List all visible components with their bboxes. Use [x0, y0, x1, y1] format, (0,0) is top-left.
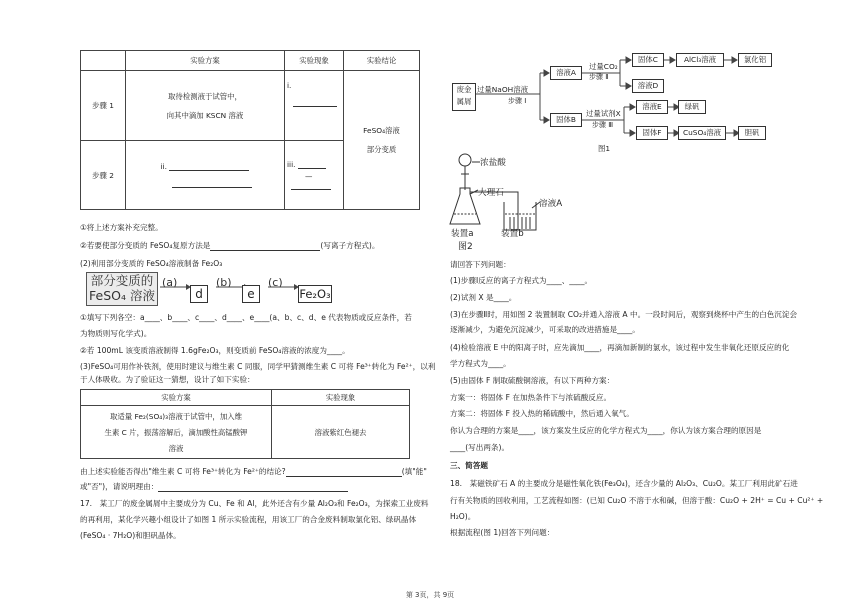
step2-scheme-blank-2[interactable] [172, 179, 252, 188]
fig1-cuso4: CuSO₄溶液 [678, 126, 726, 140]
experiment-table-1 [80, 50, 420, 210]
col-header-phenomenon: 实验现象 [285, 51, 344, 71]
fig1-step3: 步骤 Ⅲ [592, 121, 614, 129]
t2-header-phenomenon: 实验现象 [272, 390, 410, 406]
step1-phenomenon: i. [285, 71, 344, 141]
experiment-table-2 [80, 389, 410, 459]
right-q2: (2)试剂 X 是____。 [450, 293, 517, 302]
fig1-reagentX: 过量试剂X [586, 109, 621, 118]
fig2-device-a: 装置a [451, 229, 474, 239]
col-header-conclusion: 实验结论 [344, 51, 420, 71]
right-q7: ____(写出两条)。 [450, 443, 510, 452]
f2-text: 为物质则写化学式)。 [80, 329, 152, 338]
page-footer: 第 3页，共 9页 [405, 591, 455, 599]
fig1-caption: 图1 [598, 144, 611, 153]
flow-label-a: (a) [162, 276, 178, 289]
q1-text: ①将上述方案补充完整。 [80, 223, 163, 232]
fig2-solA: 溶液A [539, 199, 563, 209]
step1-label: 步骤 1 [81, 71, 126, 141]
step1-phen-blank[interactable] [293, 98, 337, 107]
fig1-solA: 溶液A [550, 66, 582, 80]
right-q4b: 学方程式为____。 [450, 359, 511, 368]
fig1-alcl3: AlCl₃溶液 [676, 53, 724, 67]
c2-text: 或"否")，请说明理由： [80, 482, 348, 492]
t2-phenomenon-cell: 溶液紫红色褪去 [272, 406, 410, 459]
fig1-solidC: 固体C [632, 53, 664, 67]
fig1-product2: 绿矾 [678, 100, 706, 114]
t2-scheme-cell: 取适量 Fe₂(SO₄)₃溶液于试管中，加入维 生素 C 片，振荡溶解后，滴加酸性高锰酸钾 溶液 [81, 406, 272, 459]
col-header-scheme: 实验方案 [126, 51, 285, 71]
q17a-text: 17. 某工厂的废金属屑中主要成分为 Cu、Fe 和 Al，此外还含有少量 Al₂O₃和 Fe₂O₃，为探索工业废料 [80, 499, 429, 508]
conclusion-cell: FeSO₄溶液 部分变质 [344, 71, 420, 210]
fig1-start-box: 废金 属屑 [452, 83, 476, 111]
q18c-text: H₂O)。 [450, 512, 476, 521]
fig2-acid: 浓盐酸 [480, 158, 506, 168]
step2-phenomenon: iii. — [285, 141, 344, 210]
q17b-text: 的再利用，某化学兴趣小组设计了如图 1 所示实验流程，用该工厂的合金废料制取氯化铝、绿矾晶体 [80, 515, 417, 524]
p2-text: (2)利用部分变质的 FeSO₄溶液制备 Fe₂O₃ [80, 259, 223, 268]
flow-label-c: (c) [268, 276, 283, 289]
fig1-solidB: 固体B [550, 113, 582, 127]
flow-box-e: e [242, 285, 260, 303]
step2-label: 步骤 2 [81, 141, 126, 210]
q2-blank[interactable] [210, 242, 320, 251]
right-plan1: 方案一：将固体 F 在加热条件下与浓硫酸反应。 [450, 393, 612, 402]
t2-header-scheme: 实验方案 [81, 390, 272, 406]
right-q6: 你认为合理的方案是____，该方案发生反应的化学方程式为____，你认为该方案合理的原因是 [450, 426, 762, 435]
q18b-text: 行有关物质的回收利用，工艺流程如图：(已知 Cu₂O 不溶于水和碱，但溶于酸：Cu₂O + 2H⁺ = Cu + Cu²⁺ + [450, 496, 824, 505]
fig1-solidF: 固体F [636, 126, 668, 140]
fig1-co2: 过量CO₂ [589, 62, 618, 71]
flow-box-end: Fe₂O₃ [299, 287, 331, 301]
fig1-step1: 步骤 Ⅰ [508, 97, 527, 105]
fig1-solE: 溶液E [636, 100, 668, 114]
section-title: 三、简答题 [450, 461, 488, 470]
flow-box-d: d [190, 285, 208, 303]
right-q5: (5)由固体 F 制取硫酸铜溶液，有以下两种方案： [450, 376, 615, 385]
fig1-step2: 步骤 Ⅱ [589, 73, 609, 81]
f3-text: ②若 100mL 该变质溶液制得 1.6gFe₂O₃，则变质前 FeSO₄溶液的浓度为____。 [80, 346, 350, 355]
fig1-product3: 胆矾 [738, 126, 766, 140]
right-q1: (1)步骤Ⅰ反应的离子方程式为____、____。 [450, 276, 593, 285]
step2-scheme-blank[interactable] [169, 162, 249, 171]
flow-start-box: 部分变质的 FeSO₄ 溶液 [86, 272, 158, 306]
right-q4a: (4)检验溶液 E 中的阳离子时，应先滴加____，再滴加新制的氯水，该过程中发生非氧化还原反应的化 [450, 343, 790, 352]
c1-text: 由上述实验能否得出"维生素 C 可将 Fe³⁺转化为 Fe²⁺的结论? (填"能" [80, 467, 427, 476]
right-intro: 请回答下列问题： [450, 260, 511, 269]
q18d-text: 根据流程(图 1)回答下列问题： [450, 528, 555, 537]
q18a-text: 18. 某磁铁矿石 A 的主要成分是磁性氧化铁(Fe₃O₄)，还含少量的 Al₂O₃、Cu₂O。某工厂利用此矿石进 [450, 479, 798, 488]
f1-text: ①填写下列各空：a____、b____、c____、d____、e____(a、b、c、d、e 代表物质或反应条件，若 [80, 313, 412, 322]
step2-scheme: ii. [126, 141, 285, 210]
fig2-marble: 大理石 [478, 188, 504, 198]
right-q3b: 逐渐减少，为避免沉淀减少，可采取的改进措施是____。 [450, 325, 640, 334]
p3b-text: 于人体吸收。为了验证这一猜想，设计了如下实验： [80, 375, 255, 384]
step1-scheme: 取待检测液于试管中， 向其中滴加 KSCN 溶液 [126, 71, 285, 141]
flow-label-b: (b) [216, 276, 232, 289]
q17c-text: (FeSO₄ · 7H₂O)和胆矾晶体。 [80, 531, 181, 540]
fig1-solD: 溶液D [632, 79, 664, 93]
fig1-naoh: 过量NaOH溶液 [477, 85, 528, 94]
p3a-text: (3)FeSO₄可用作补铁剂，使用时建议与维生素 C 同服，同学甲猜测维生素 C 可将 Fe³⁺转化为 Fe²⁺，以利 [80, 362, 436, 371]
fig1-product1: 氯化铝 [738, 53, 772, 67]
right-plan2: 方案二：将固体 F 投入热的稀硫酸中，然后通入氧气。 [450, 409, 634, 418]
fig2-caption: 图2 [458, 242, 473, 252]
q2-text: ②若要使部分变质的 FeSO₄复原方法是 (写离子方程式)。 [80, 241, 380, 250]
right-q3a: (3)在步骤Ⅱ时，用如图 2 装置制取 CO₂并通入溶液 A 中。一段时间后，观察到烧杯中产生的白色沉淀会 [450, 310, 798, 319]
fig2-device-b: 装置b [501, 229, 524, 239]
